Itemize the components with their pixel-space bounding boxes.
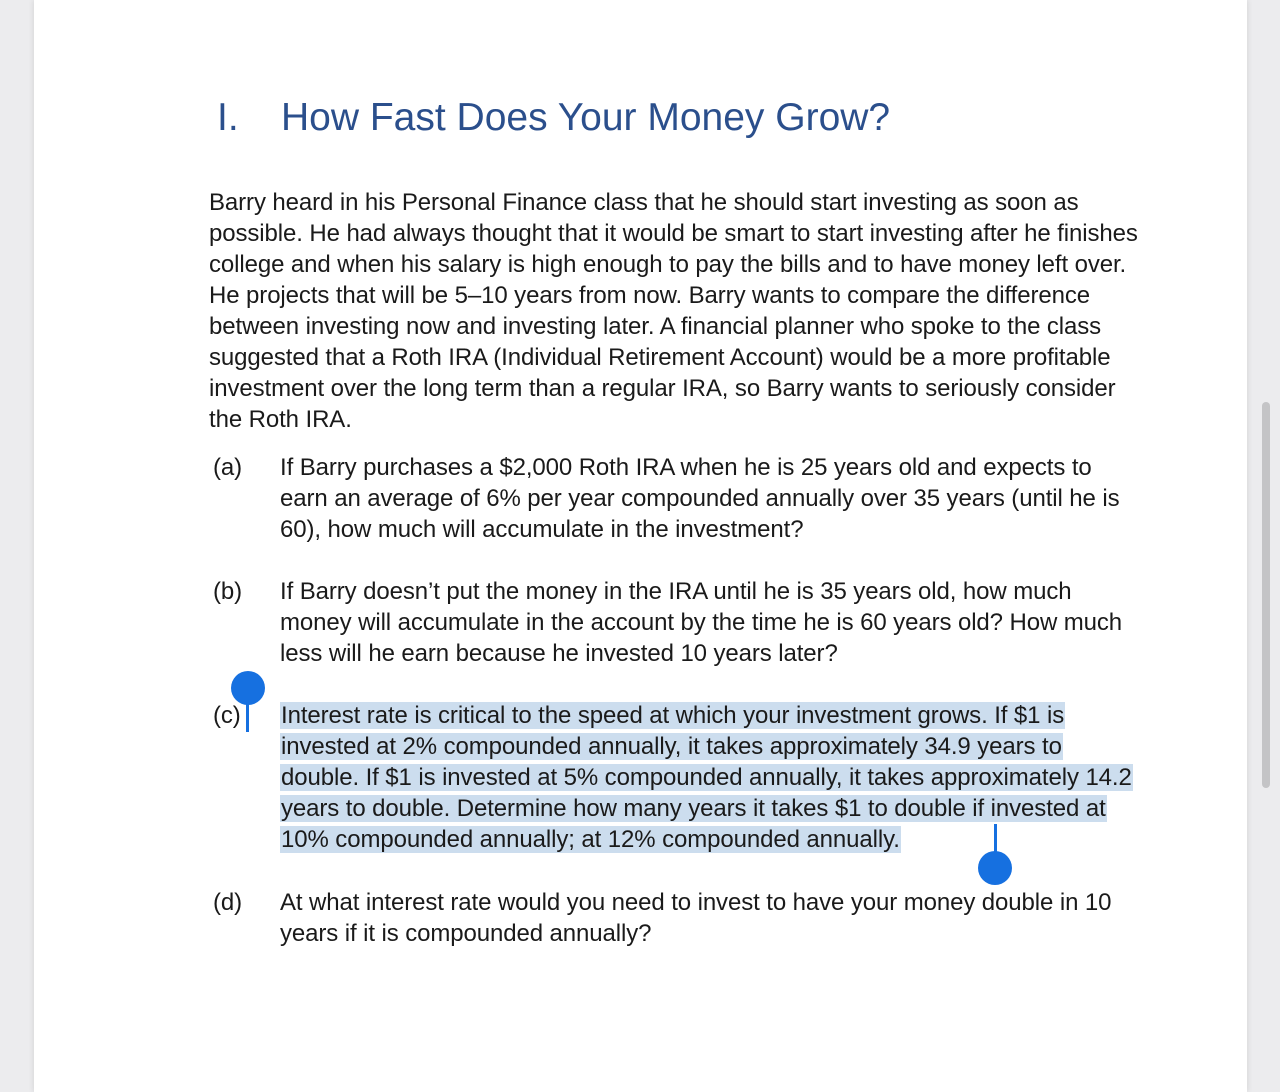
- question-a-text: If Barry purchases a $2,000 Roth IRA when he is 25 years old and expects to earn an average of 6% per year compounded annually over 35 years (until he is 60), how much will accumulate in the investment?: [280, 454, 1120, 543]
- question-b-text: If Barry doesn’t put the money in the IRA until he is 35 years old, how much money will accumulate in the account by the time he is 60 years old? How much less will he earn because he invested 10 years later?: [280, 578, 1123, 667]
- question-d-text: At what interest rate would you need to invest to have your money double in 10 years if it is compounded annually?: [280, 889, 1112, 947]
- selection-end-handle[interactable]: [978, 851, 1012, 885]
- selection-start-caret: [246, 700, 249, 732]
- question-b-label: (b): [213, 578, 243, 605]
- question-c-label: (c): [213, 702, 241, 729]
- section-number: I.: [217, 96, 239, 139]
- section-heading: [217, 92, 890, 144]
- vertical-scrollbar[interactable]: [1262, 402, 1270, 788]
- question-c-body[interactable]: [280, 700, 1140, 855]
- document-page: [34, 0, 1247, 1092]
- question-a-label: (a): [213, 454, 243, 481]
- intro-paragraph: Barry heard in his Personal Finance class that he should start investing as soon as possible. He had always thought that it would be smart to start investing after he finishes college and when his salary is high enough to pay the bills and to have money left over. He projects that will be 5–10 years from now. Barry wants to compare the difference between investing now and investing later. A financial planner who spoke to the class suggested that a Roth IRA (Individual Retirement Account) would be a more profitable investment over the long term than a regular IRA, so Barry wants to seriously consider the Roth IRA.: [209, 189, 1138, 433]
- section-title: How Fast Does Your Money Grow?: [281, 96, 891, 139]
- question-d-label: (d): [213, 889, 243, 916]
- selected-text[interactable]: Interest rate is critical to the speed at which your investment grows. If $1 is invested at 2% compounded annually, it takes approximately 34.9 years to double. If $1 is invested at 5% compounded annually, it takes approximately 14.2 years to double. Determine how many years it takes $1 to double if invested at 10% compounded annually; at 12% compounded annually.: [281, 702, 1132, 853]
